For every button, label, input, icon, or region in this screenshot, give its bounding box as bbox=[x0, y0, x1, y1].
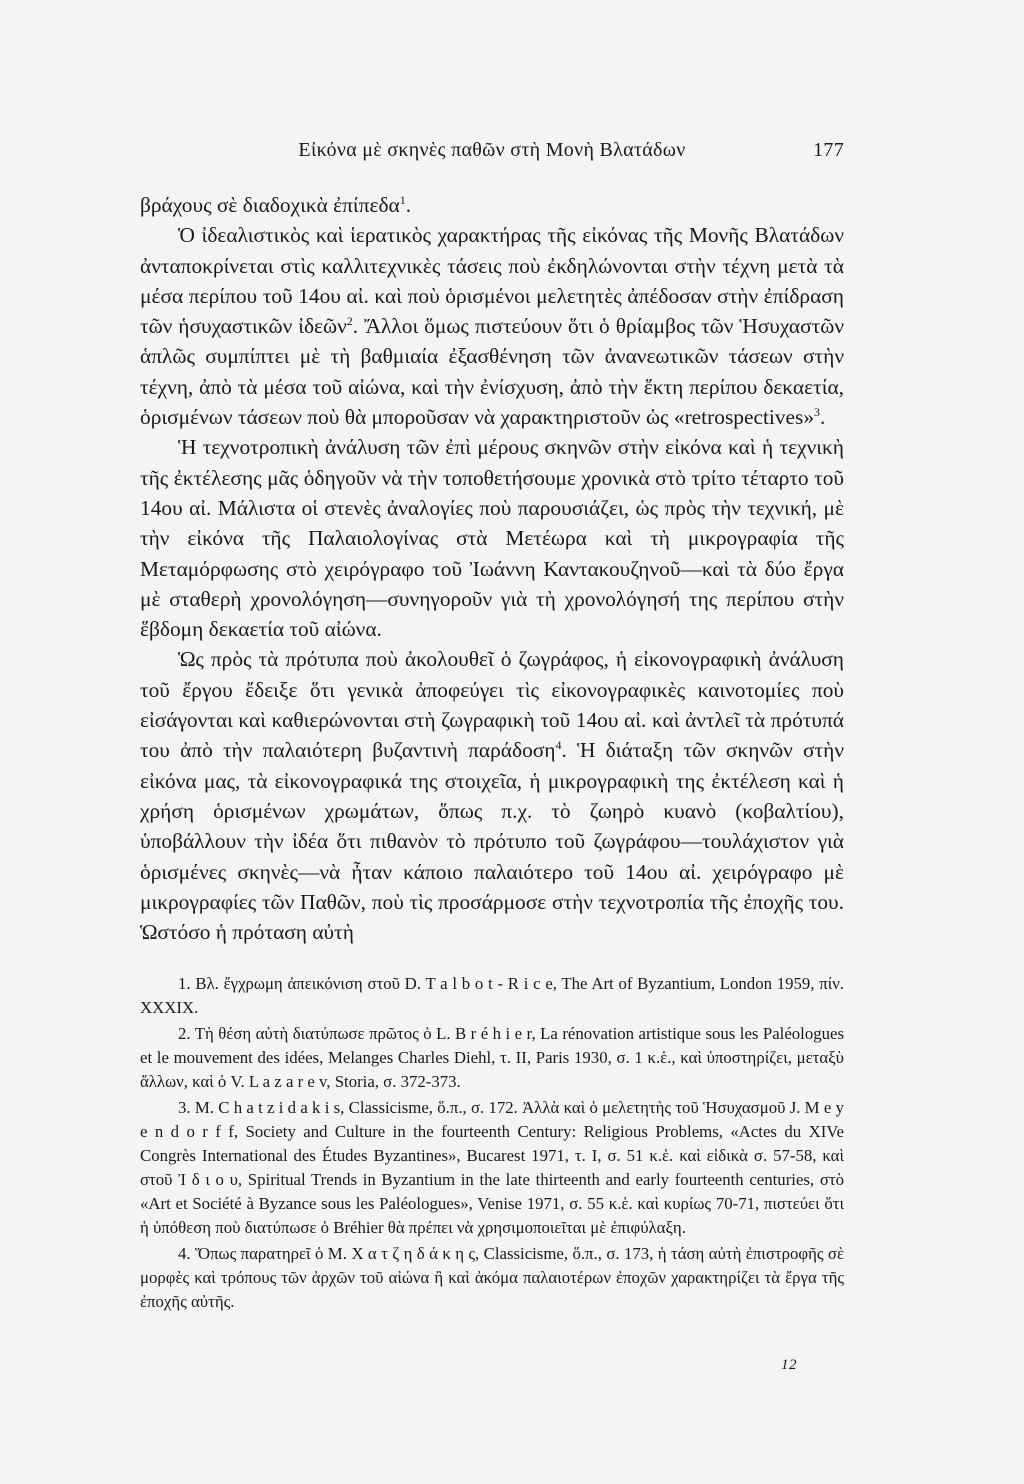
signature-mark: 12 bbox=[781, 1357, 797, 1373]
paragraph-4-text-b: . Ἡ διάταξη τῶν σκηνῶν στὴν εἰκόνα μας, τὰ εἰκονογραφικά της στοιχεῖα, ἡ μικρογραφικὴ της ἐκτέλεση καὶ ἡ χρήση ὁρισμένων χρωμάτων, ὅπως π.χ. τὸ ζωηρὸ κυανὸ (κοβαλτίου), ὑποβάλλουν τὴν ἰδέα ὅτι πιθανὸν τὸ πρότυπο τοῦ ζωγράφου—τουλάχιστον γιὰ ὁρισμένες σκηνὲς—νὰ ἦταν κάποιο παλαιότερο τοῦ 14ου αἰ. χειρόγραφο μὲ μικρογραφίες τῶν Παθῶν, ποὺ τὶς προσάρμοσε στὴν τεχνοτροπία τῆς ἐποχῆς του. Ὡστόσο ἡ πρόταση αὐτὴ bbox=[140, 738, 844, 945]
paragraph-3: Ἡ τεχνοτροπικὴ ἀνάλυση τῶν ἐπὶ μέρους σκηνῶν στὴν εἰκόνα καὶ ἡ τεχνικὴ τῆς ἐκτέλεσης μᾶς ὁδηγοῦν νὰ τὴν τοποθετήσουμε χρονικὰ στὸ τρίτο τέταρτο τοῦ 14ου αἰ. Μάλιστα οἱ στενὲς ἀναλογίες ποὺ παρουσιάζει, ὡς πρὸς τὴν τεχνική, μὲ τὴν εἰκόνα τῆς Παλαιολογίνας στὰ Μετέωρα καὶ τὴ μικρογραφία τῆς Μεταμόρφωσης στὸ χειρόγραφο τοῦ Ἰωάννη Καντακουζηνοῦ—καὶ τὰ δύο ἔργα μὲ σταθερὴ χρονολόγηση—συνηγοροῦν γιὰ τὴ χρονολόγησή της περίπου στὴν ἕβδομη δεκαετία τοῦ αἰώνα. bbox=[140, 435, 844, 642]
paragraph-2-text-b: . Ἄλλοι ὅμως πιστεύουν ὅτι ὁ θρίαμβος τῶν Ἡσυχαστῶν ἁπλῶς συμπίπτει μὲ τὴ βαθμιαία ἐξασθένηση τῶν ἀνανεωτικῶν τάσεων στὴν τέχνη, ἀπὸ τὰ μέσα τοῦ αἰώνα, καὶ τὴν ἐνίσχυση, ἀπὸ τὴν ἕκτη περίπου δεκαετία, ὁρισμένων τάσεων ποὺ θὰ μποροῦσαν νὰ χαρακτηριστοῦν ὡς «retrospectives» bbox=[140, 314, 844, 430]
footnote-ref-3: 3 bbox=[814, 404, 821, 419]
paragraph-2-end: . bbox=[820, 405, 826, 430]
paragraph-4-text-a: Ὡς πρὸς τὰ πρότυπα ποὺ ἀκολουθεῖ ὁ ζωγράφος, ἡ εἰκονογραφικὴ ἀνάλυση τοῦ ἔργου ἔδειξε ὅτι γενικὰ ἀποφεύγει τὶς εἰκονογραφικὲς καινοτομίες ποὺ εἰσάγονται καὶ καθιερώνονται στὴ ζωγραφικὴ τοῦ 14ου αἰ. καὶ ἀντλεῖ τὰ πρότυπά του ἀπὸ τὴν παλαιότερη βυζαντινὴ παράδοση bbox=[140, 647, 844, 763]
page-number: 177 bbox=[813, 139, 844, 161]
running-title: Εἰκόνα μὲ σκηνὲς παθῶν στὴ Μονὴ Βλατάδων bbox=[298, 139, 686, 161]
footnote-1: 1. Βλ. ἔγχρωμη ἀπεικόνιση στοῦ D. T a l b o t - R i c e, The Art of Byzantium, London 1959, πίν. XXXIX. bbox=[140, 974, 844, 1017]
paragraph-1-end: . bbox=[405, 193, 412, 217]
footnote-2: 2. Τὴ θέση αὐτὴ διατύπωσε πρῶτος ὁ L. B r é h i e r, La rénovation artistique sous les Paléologues et le mouvement des idées, Melanges Charles Diehl, τ. II, Paris 1930, σ. 1 κ.ἑ., καὶ ὑποστηρίζει, μεταξὺ ἄλλων, καὶ ὁ V. L a z a r e v, Storia, σ. 372-373. bbox=[140, 1024, 844, 1091]
footnote-3: 3. M. C h a t z i d a k i s, Classicisme, ὅ.π., σ. 172. Ἀλλὰ καὶ ὁ μελετητὴς τοῦ Ἡσυχασμοῦ J. M e y e n d o r f f, Society and Culture in the fourteenth Century: Religious Problems, «Actes du XIVe Congrès International des Études Byzantines», Bucarest 1971, τ. I, σ. 51 κ.ἑ. καὶ εἰδικὰ σ. 57-58, καὶ στοῦ Ἰ δ ι ο υ, Spiritual Trends in Byzantium in the late thirteenth and early fourteenth centuries, στὸ «Art et Société à Byzance sous les Paléologues», Venise 1971, σ. 55 κ.ἑ. καὶ κυρίως 70-71, πιστεύει ὅτι ἡ ὑπόθεση ποὺ διατύπωσε ὁ Bréhier θὰ πρέπει νὰ χρησιμοποιεῖται μὲ ἐπιφύλαξη. bbox=[140, 1098, 844, 1237]
paragraph-4 bbox=[140, 644, 844, 947]
footnote-ref-2: 2 bbox=[346, 314, 353, 329]
paragraph-1 bbox=[140, 190, 844, 220]
paragraph-1-text: βράχους σὲ διαδοχικὰ ἐπίπεδα bbox=[140, 193, 400, 217]
footnote-4: 4. Ὅπως παρατηρεῖ ὁ M. Χ α τ ζ η δ ά κ η ς, Classicisme, ὅ.π., σ. 173, ἡ τάση αὐτὴ ἐπιστροφῆς σὲ μορφὲς καὶ τρόπους τῶν ἀρχῶν τοῦ αἰώνα ἢ καὶ ἀκόμα παλαιοτέρων ἐποχῶν χαρακτηρίζει τὰ ἔργα τῆς ἐποχῆς αὐτῆς. bbox=[140, 1244, 844, 1311]
footnotes bbox=[140, 972, 844, 1314]
footnote-ref-4: 4 bbox=[555, 738, 562, 753]
paragraph-2 bbox=[140, 220, 844, 432]
paragraph-2-text-a: Ὁ ἰδεαλιστικὸς καὶ ἱερατικὸς χαρακτήρας τῆς εἰκόνας τῆς Μονῆς Βλατάδων ἀνταποκρίνεται στὶς καλλιτεχνικὲς τάσεις ποὺ ἐκδηλώνονται στὴν τέχνη μετὰ τὰ μέσα περίπου τοῦ 14ου αἰ. καὶ ποὺ ὁρισμένοι μελετητὲς ἀπέδοσαν στὴν ἐπίδραση τῶν ἡσυχαστικῶν ἰδεῶν bbox=[140, 223, 844, 339]
running-head bbox=[140, 139, 844, 169]
footnote-ref-1: 1 bbox=[399, 192, 406, 207]
main-text bbox=[140, 190, 844, 947]
